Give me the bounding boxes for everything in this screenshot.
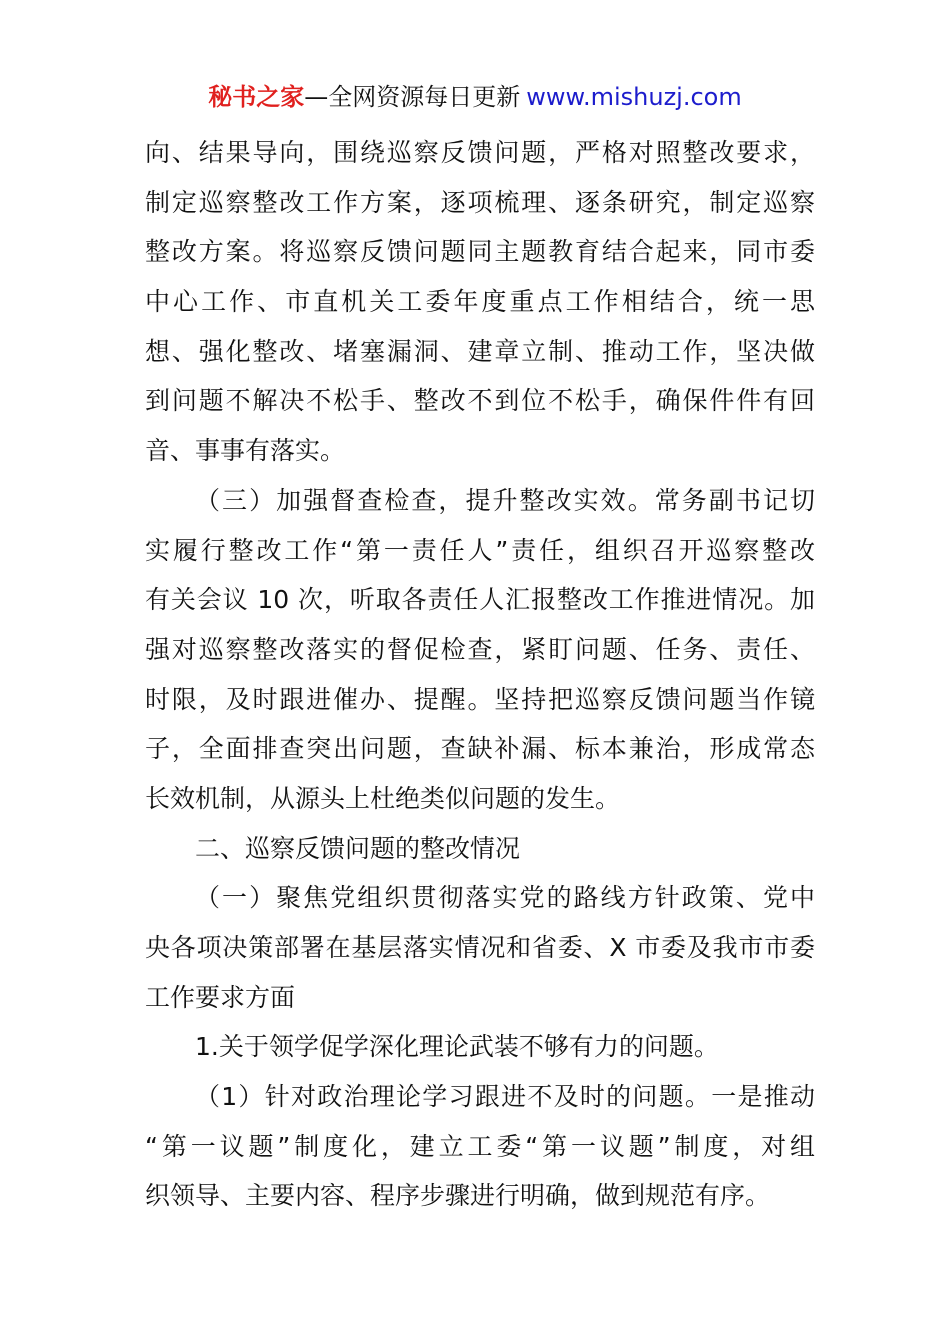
paragraph-line: “第一议题”制度化，建立工委“第一议题”制度，对组 [145,1131,815,1161]
paragraph-line: 织领导、主要内容、程序步骤进行明确，做到规范有序。 [145,1181,771,1211]
site-tagline: 全网资源每日更新 [328,83,521,111]
paragraph-line: （1）针对政治理论学习跟进不及时的问题。一是推动 [195,1082,815,1112]
paragraph-line: 制定巡察整改工作方案，逐项梳理、逐条研究，制定巡察 [145,187,815,217]
paragraph-line: 到问题不解决不松手、整改不到位不松手，确保件件有回 [145,386,815,416]
paragraph-line: 向、结果导向，围绕巡察反馈问题，严格对照整改要求， [145,138,815,167]
paragraph-line: 强对巡察整改落实的督促检查，紧盯问题、任务、责任、 [145,634,815,664]
paragraph-line: 央各项决策部署在基层落实情况和省委、X 市委及我市市委 [145,933,815,962]
paragraph-line: 子，全面排查突出问题，查缺补漏、标本兼治，形成常态 [145,734,815,764]
paragraph-line: 想、强化整改、堵塞漏洞、建章立制、推动工作，坚决做 [145,336,815,366]
paragraph-line: （三）加强督查检查，提升整改实效。常务副书记切 [195,485,815,515]
paragraph-line: 音、事事有落实。 [145,436,346,466]
site-header [0,80,950,114]
paragraph-line: 1.关于领学促学深化理论武装不够有力的问题。 [195,1032,719,1062]
paragraph-line: 时限，及时跟进催办、提醒。坚持把巡察反馈问题当作镜 [145,684,815,714]
site-url-link[interactable]: www.mishuzj.com [526,83,742,111]
paragraph-line: 工作要求方面 [145,982,296,1012]
paragraph-line: （一）聚焦党组织贯彻落实党的路线方针政策、党中 [195,883,815,913]
paragraph-line: 有关会议 10 次，听取各责任人汇报整改工作推进情况。加 [145,585,815,615]
paragraph-line: 长效机制，从源头上杜绝类似问题的发生。 [145,783,621,813]
paragraph-line: 整改方案。将巡察反馈问题同主题教育结合起来，同市委 [145,237,815,267]
paragraph-line: 中心工作、市直机关工委年度重点工作相结合，统一思 [145,287,815,317]
section-heading: 二、巡察反馈问题的整改情况 [195,833,521,863]
paragraph-line: 实履行整改工作“第一责任人”责任，组织召开巡察整改 [145,535,815,565]
header-dash: — [304,83,329,111]
site-brand: 秘书之家 [208,83,305,111]
document-body [145,128,815,1221]
